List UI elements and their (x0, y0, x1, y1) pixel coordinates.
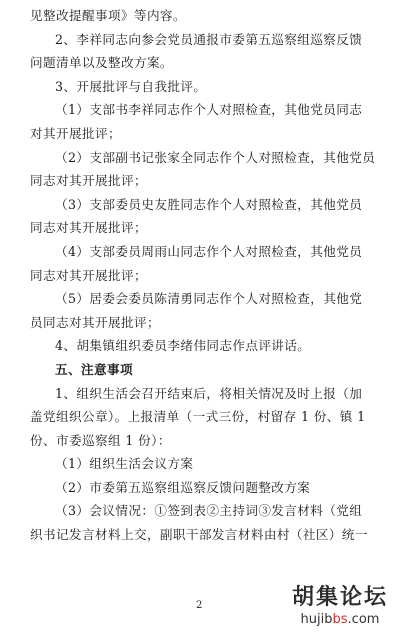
text-line: 同志对其开展批评； (30, 267, 147, 283)
document-body (30, 4, 380, 547)
text-line: 对其开展批评； (30, 125, 121, 141)
text-line: （3）支部委员史友胜同志作个人对照检查，其他党员 (55, 196, 363, 212)
text-line: 3、开展批评与自我批评。 (55, 78, 207, 94)
section-heading: 五、注意事项 (55, 361, 133, 377)
text-line: 份、市委巡察组 1 份）： (30, 432, 171, 448)
text-line: 见整改提醒事项》等内容。 (30, 8, 186, 23)
forum-watermark (282, 584, 398, 628)
text-line: （5）居委会委员陈清勇同志作个人对照检查，其他党 (55, 291, 363, 307)
text-line: 同志对其开展批评； (30, 173, 147, 189)
text-line: 1、组织生活会召开结束后，将相关情况及时上报（加 (55, 385, 363, 401)
text-line: （2）市委第五巡察组巡察反馈问题整改方案 (55, 479, 311, 495)
text-line: （1）组织生活会议方案 (55, 456, 194, 472)
watermark-url-suffix: .com (347, 612, 380, 627)
text-line: （4）支部委员周雨山同志作个人对照检查，其他党员 (55, 243, 363, 259)
watermark-title: 胡集论坛 (291, 585, 388, 610)
watermark-url-prefix: hujib (300, 612, 333, 627)
text-line: 4、胡集镇组织委员李绪伟同志作点评讲话。 (55, 338, 311, 354)
text-line: 盖党组织公章）。上报清单（一式三份，村留存 1 份、镇 1 (30, 409, 366, 425)
text-line: （1）支部书李祥同志作个人对照检查，其他党员同志 (55, 102, 363, 118)
text-line: 员同志对其开展批评； (30, 314, 160, 330)
watermark-url (282, 612, 398, 628)
text-line: 2、李祥同志向参会党员通报市委第五巡察组巡察反馈 (55, 31, 363, 47)
text-line: 织书记发言材料上交，副职干部发言材料由村（社区）统一 (30, 527, 368, 543)
text-line: 问题清单以及整改方案。 (30, 55, 173, 71)
text-line: （3）会议情况：①签到表②主持词③发言材料（党组 (55, 503, 363, 519)
text-line: 同志对其开展批评； (30, 220, 147, 236)
page-number: 2 (196, 600, 203, 611)
text-line: （2）支部副书记张家全同志作个人对照检查，其他党员 (55, 149, 376, 165)
watermark-url-accent: bs (332, 612, 348, 627)
